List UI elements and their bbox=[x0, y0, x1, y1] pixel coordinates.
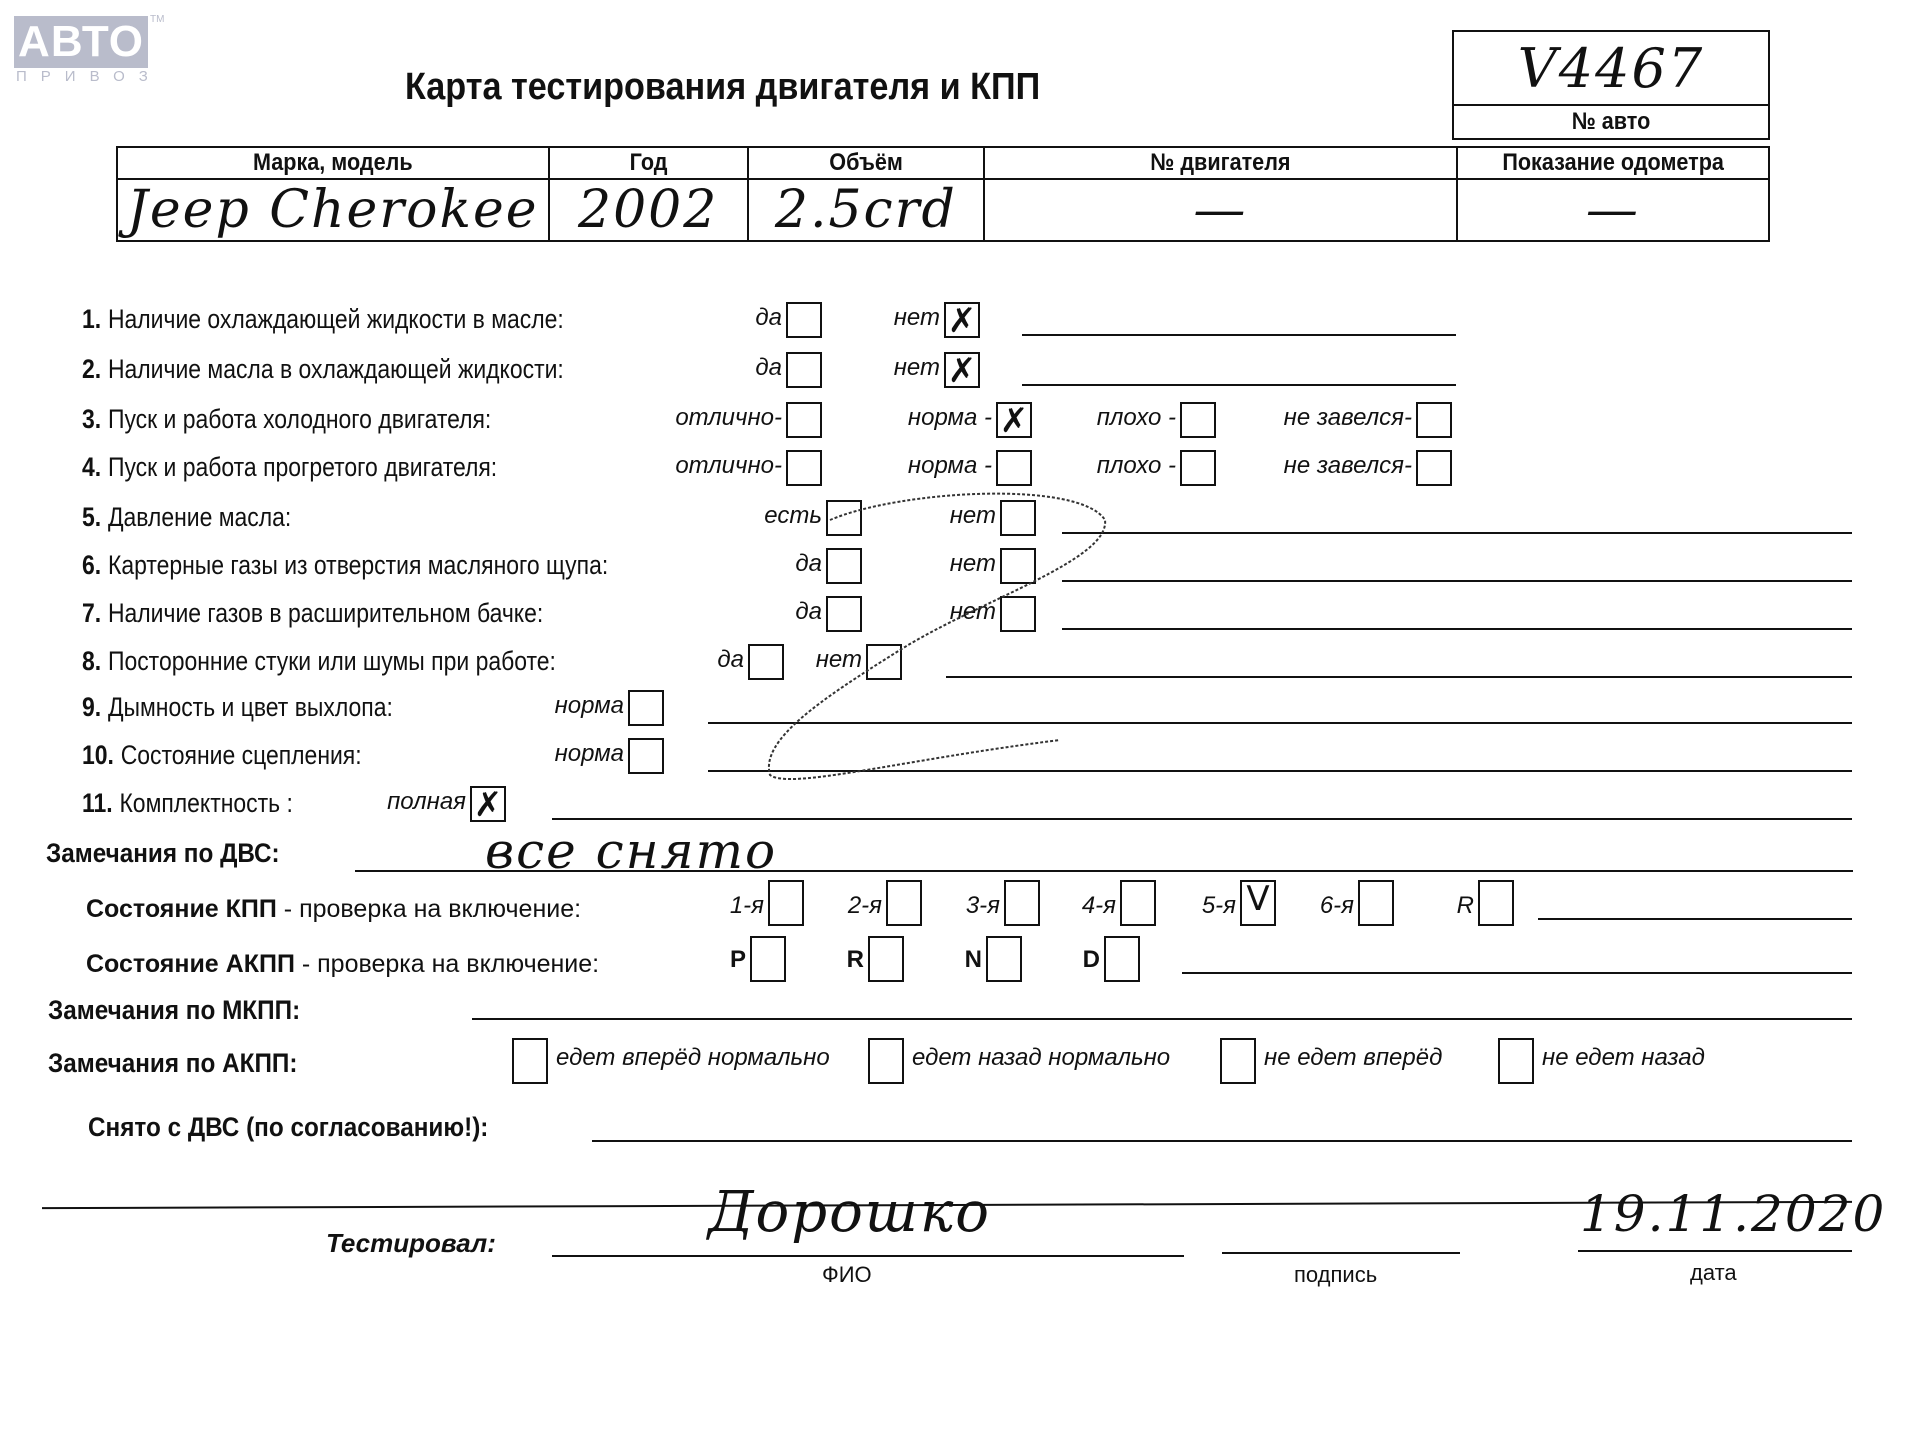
position-label: P bbox=[729, 946, 746, 973]
value-year[interactable]: 2002 bbox=[549, 179, 748, 241]
auto-gearbox-label: Состояние АКПП - проверка на включение: bbox=[86, 950, 600, 978]
name-line[interactable] bbox=[552, 1255, 1184, 1257]
remarks-manual-label: Замечания по МКПП: bbox=[48, 995, 301, 1025]
position-checkbox[interactable] bbox=[750, 936, 786, 982]
option-label: да bbox=[795, 550, 822, 577]
option-label: плохо - bbox=[1096, 452, 1176, 479]
page-title: Карта тестирования двигателя и КПП bbox=[405, 66, 1041, 108]
gear-label: 1-я bbox=[729, 892, 764, 919]
question-text: Картерные газы из отверстия масляного щупа: bbox=[107, 550, 609, 580]
position-label: D bbox=[1082, 946, 1100, 973]
remarks-engine-value: все снято bbox=[485, 822, 778, 880]
gear-checkbox[interactable] bbox=[1240, 880, 1276, 926]
auto-gearbox-line[interactable] bbox=[1182, 972, 1852, 974]
option-label: да bbox=[755, 354, 782, 381]
gear-checkbox[interactable] bbox=[1478, 880, 1514, 926]
caption-name: ФИО bbox=[822, 1262, 872, 1287]
option-label: да bbox=[755, 304, 782, 331]
option-label: нет bbox=[893, 354, 940, 381]
check-mark-icon: ✗ bbox=[947, 301, 977, 341]
header-make-model: Марка, модель bbox=[139, 147, 527, 179]
logo-trademark: TM bbox=[150, 14, 165, 25]
caption-date: дата bbox=[1690, 1260, 1737, 1285]
auto-remark-label: едет вперёд нормально bbox=[556, 1044, 830, 1071]
option-label: нет bbox=[949, 502, 996, 529]
question-number: 5. bbox=[82, 502, 102, 532]
position-checkbox[interactable] bbox=[986, 936, 1022, 982]
question-text: Наличие масла в охлаждающей жидкости: bbox=[107, 354, 564, 384]
question-number: 2. bbox=[82, 354, 102, 384]
question-number: 11. bbox=[82, 788, 113, 818]
option-label: да bbox=[795, 598, 822, 625]
check-mark-icon: ✗ bbox=[473, 785, 503, 825]
option-label: полная bbox=[387, 788, 466, 815]
option-label: не завелся- bbox=[1283, 404, 1412, 431]
test-date: 19.11.2020 bbox=[1580, 1185, 1887, 1243]
header-engine-number: № двигателя bbox=[1008, 147, 1434, 179]
option-label: нет bbox=[949, 550, 996, 577]
check-mark-icon: V bbox=[1246, 879, 1270, 919]
auto-remark-checkbox[interactable] bbox=[1220, 1038, 1256, 1084]
question-text: Дымность и цвет выхлопа: bbox=[107, 692, 393, 722]
gear-label: 4-я bbox=[1081, 892, 1116, 919]
question-number: 6. bbox=[82, 550, 102, 580]
value-make-model[interactable]: Jeep Cherokee bbox=[117, 179, 549, 241]
gear-checkbox[interactable] bbox=[886, 880, 922, 926]
remarks-manual-line[interactable] bbox=[472, 1018, 1852, 1020]
gear-checkbox[interactable] bbox=[768, 880, 804, 926]
auto-remark-checkbox[interactable] bbox=[1498, 1038, 1534, 1084]
manual-gearbox-label: Состояние КПП - проверка на включение: bbox=[86, 895, 582, 923]
question-text: Наличие охлаждающей жидкости в масле: bbox=[107, 304, 564, 334]
option-label: норма - bbox=[907, 404, 992, 431]
question-text: Пуск и работа прогретого двигателя: bbox=[107, 452, 498, 482]
check-mark-icon: ✗ bbox=[947, 351, 977, 391]
question-number: 7. bbox=[82, 598, 102, 628]
question-text: Давление масла: bbox=[107, 502, 292, 532]
vehicle-number-label: № авто bbox=[1469, 105, 1753, 139]
vehicle-number-value: V4467 bbox=[1453, 31, 1769, 105]
date-line[interactable] bbox=[1578, 1250, 1852, 1252]
auto-remark-label: едет назад нормально bbox=[912, 1044, 1171, 1071]
option-label: отлично- bbox=[675, 452, 782, 479]
option-label: норма - bbox=[907, 452, 992, 479]
question-number: 10. bbox=[82, 740, 114, 770]
question-number: 8. bbox=[82, 646, 102, 676]
position-checkbox[interactable] bbox=[868, 936, 904, 982]
check-mark-icon: ✗ bbox=[999, 401, 1029, 441]
gear-label: R bbox=[1456, 892, 1474, 919]
position-checkbox[interactable] bbox=[1104, 936, 1140, 982]
question-text: Наличие газов в расширительном бачке: bbox=[107, 598, 544, 628]
option-label: нет bbox=[815, 646, 862, 673]
auto-remark-checkbox[interactable] bbox=[868, 1038, 904, 1084]
option-label: есть bbox=[764, 502, 822, 529]
gear-checkbox[interactable] bbox=[1004, 880, 1040, 926]
remarks-auto-label: Замечания по АКПП: bbox=[48, 1048, 298, 1078]
manual-gearbox-line[interactable] bbox=[1538, 918, 1852, 920]
question-text: Посторонние стуки или шумы при работе: bbox=[107, 646, 556, 676]
logo-subtitle: ПРИВОЗ bbox=[16, 68, 162, 85]
avtoprivoz-logo: АВТО bbox=[14, 16, 148, 68]
gear-checkbox[interactable] bbox=[1120, 880, 1156, 926]
header-volume: Объём bbox=[760, 147, 973, 179]
gear-label: 2-я bbox=[847, 892, 882, 919]
removed-label: Снято с ДВС (по согласованию!): bbox=[88, 1112, 489, 1142]
question-number: 1. bbox=[82, 304, 102, 334]
value-odometer[interactable]: — bbox=[1457, 179, 1769, 241]
removed-line[interactable] bbox=[592, 1140, 1852, 1142]
caption-signature: подпись bbox=[1294, 1262, 1378, 1287]
header-odometer: Показание одометра bbox=[1472, 147, 1753, 179]
auto-remark-checkbox[interactable] bbox=[512, 1038, 548, 1084]
gear-checkbox[interactable] bbox=[1358, 880, 1394, 926]
position-label: R bbox=[846, 946, 864, 973]
question-text: Состояние сцепления: bbox=[120, 740, 362, 770]
option-label: нет bbox=[949, 598, 996, 625]
tester-name: Дорошко bbox=[708, 1180, 992, 1245]
question-text: Пуск и работа холодного двигателя: bbox=[107, 404, 492, 434]
tested-by-label: Тестировал: bbox=[326, 1228, 496, 1258]
gear-label: 5-я bbox=[1201, 892, 1236, 919]
question-number: 4. bbox=[82, 452, 102, 482]
header-year: Год bbox=[559, 147, 738, 179]
option-label: нет bbox=[893, 304, 940, 331]
scrawl-stroke bbox=[769, 494, 1105, 779]
option-label: не завелся- bbox=[1283, 452, 1412, 479]
value-engine-number[interactable]: — bbox=[984, 179, 1457, 241]
option-label: отлично- bbox=[675, 404, 782, 431]
question-number: 3. bbox=[82, 404, 102, 434]
question-text: Комплектность : bbox=[119, 788, 293, 818]
option-label: норма bbox=[554, 740, 624, 767]
gear-label: 6-я bbox=[1319, 892, 1354, 919]
remarks-engine-line[interactable] bbox=[355, 870, 1853, 872]
auto-remark-label: не едет назад bbox=[1542, 1044, 1705, 1071]
option-label: норма bbox=[554, 692, 624, 719]
signature-line[interactable] bbox=[1222, 1252, 1460, 1254]
question-number: 9. bbox=[82, 692, 102, 722]
auto-remark-label: не едет вперёд bbox=[1264, 1044, 1443, 1071]
value-volume[interactable]: 2.5crd bbox=[748, 179, 984, 241]
remarks-engine-label: Замечания по ДВС: bbox=[46, 838, 280, 868]
gear-label: 3-я bbox=[965, 892, 1000, 919]
option-label: да bbox=[717, 646, 744, 673]
option-label: плохо - bbox=[1096, 404, 1176, 431]
position-label: N bbox=[964, 946, 982, 973]
